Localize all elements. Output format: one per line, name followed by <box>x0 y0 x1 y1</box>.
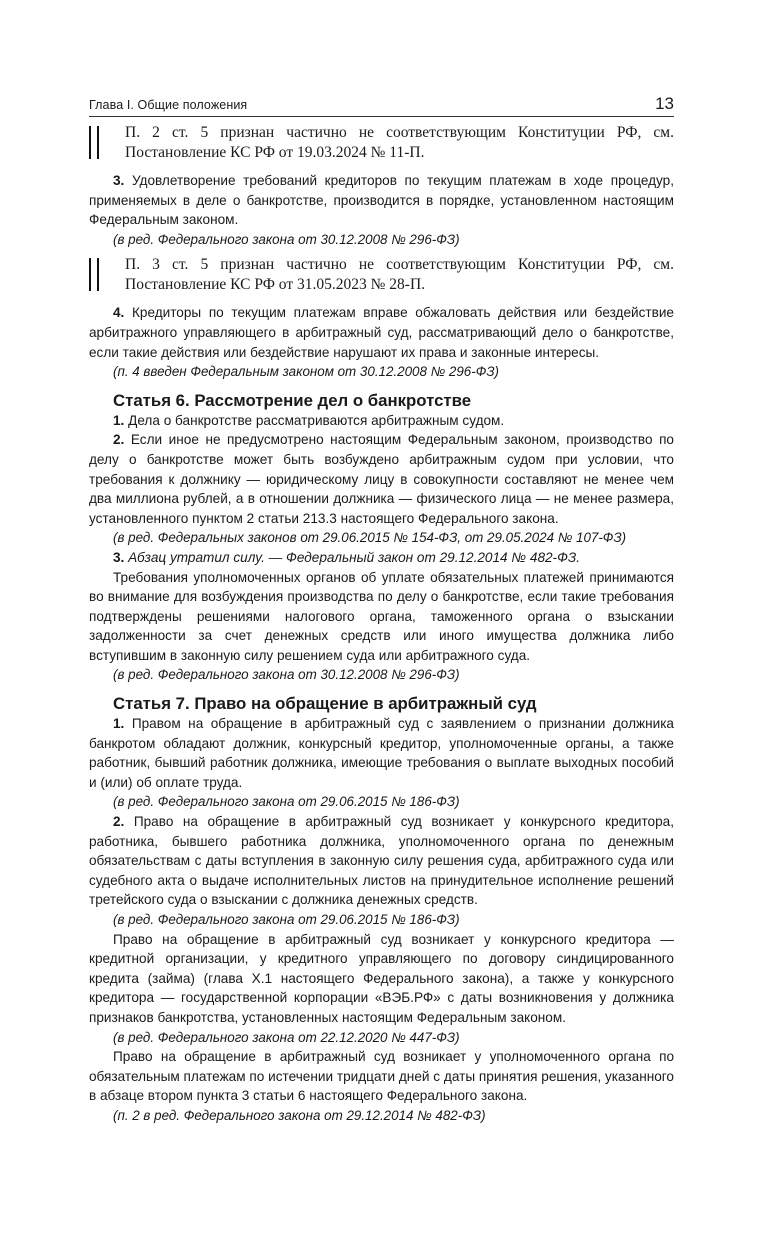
art6-paragraph-1: 1. Дела о банкротстве рассматриваются арбитражным судом. <box>113 412 505 428</box>
chapter-title: Глава I. Общие положения <box>89 98 248 112</box>
amendment-note: (в ред. Федерального закона от 30.12.2008 № 296-ФЗ) <box>113 231 460 247</box>
amendment-note: (в ред. Федерального закона от 30.12.2008 № 296-ФЗ) <box>113 667 460 683</box>
amendment-note: (в ред. Федерального закона от 29.06.2015 № 186-ФЗ) <box>113 912 460 927</box>
art5-paragraph-3: 3. Удовлетворение требований кредиторов по текущим платежам в ходе процедур, применяемых в деле о банкротстве, производится в порядке, установленном настоящим Федеральным законом. <box>89 173 674 228</box>
article-6-heading: Статья 6. Рассмотрение дел о банкротстве <box>113 390 472 410</box>
amendment-note: (п. 2 в ред. Федерального закона от 29.12.2014 № 482-ФЗ) <box>113 1107 486 1123</box>
art7-paragraph-2b: Право на обращение в арбитражный суд возникает у конкурсного кредитора — кредитной организации, у кредитного управляющего по договору синдицированного кредита (займа) (глава X.1 настоящего Федерального закона), а также у конкурсного кредитора — государственной корпорации «ВЭБ.РФ» с даты возникновения у должника признаков банкротства, установленных настоящим Федеральным законом. <box>89 931 674 1025</box>
article-7-heading: Статья 7. Право на обращение в арбитражный суд <box>113 694 537 714</box>
art7-paragraph-2: 2. Право на обращение в арбитражный суд возникает у конкурсного кредитора, работника, бывшего работника должника, уполномоченного органа по денежным обязательствам с даты вступления в законную силу решения суда, арбитражного суда или судебного акта о выдаче исполнительных листов на принудительное исполнение решений третейского суда о взыскании с должника денежных средств. <box>89 814 674 908</box>
document-page <box>89 90 674 1126</box>
court-note-1: П. 2 ст. 5 признан частично не соответствующим Конституции РФ, см. Постановление КС РФ от 19.03.2024 № 11-П. <box>89 123 674 163</box>
art5-paragraph-4: 4. Кредиторы по текущим платежам вправе обжаловать действия или бездействие арбитражного управляющего в арбитражный суд, рассматривающий дело о банкротстве, если такие действия или бездействие нарушают их права и законные интересы. <box>89 305 674 360</box>
amendment-note: (п. 4 введен Федеральным законом от 30.12.2008 № 296-ФЗ) <box>113 364 500 380</box>
running-header <box>89 90 674 117</box>
art6-paragraph-2: 2. Если иное не предусмотрено настоящим Федеральным законом, производство по делу о банкротстве может быть возбуждено арбитражным судом при условии, что требования к должнику — юридическому лицу в совокупности составляют не менее чем два миллиона рублей, а в отношении должника — физического лица — не менее размера, установленного пунктом 2 статьи 213.3 настоящего Федерального закона. <box>89 432 674 526</box>
art7-paragraph-1: 1. Правом на обращение в арбитражный суд с заявлением о признании должника банкротом обладают должник, конкурсный кредитор, уполномоченные органы, а также работник, бывший работник должника, имеющие требования о выплате выходных пособий и (или) об оплате труда. <box>89 716 674 790</box>
amendment-note: (в ред. Федеральных законов от 29.06.2015 № 154-ФЗ, от 29.05.2024 № 107-ФЗ) <box>113 530 627 546</box>
art7-paragraph-2c: Право на обращение в арбитражный суд возникает у уполномоченного органа по обязательным платежам по истечении тридцати дней с даты принятия решения, указанного в абзаце втором пункта 3 статьи 6 настоящего Федерального закона. <box>89 1049 674 1104</box>
art6-paragraph-3: 3. Абзац утратил силу. — Федеральный закон от 29.12.2014 № 482-ФЗ. <box>113 549 581 565</box>
page-number: 13 <box>655 94 674 113</box>
amendment-note: (в ред. Федерального закона от 22.12.2020 № 447-ФЗ) <box>113 1029 460 1045</box>
court-note-2: П. 3 ст. 5 признан частично не соответствующим Конституции РФ, см. Постановление КС РФ от 31.05.2023 № 28-П. <box>89 255 674 295</box>
amendment-note: (в ред. Федерального закона от 29.06.2015 № 186-ФЗ) <box>113 794 460 810</box>
art6-paragraph-3b: Требования уполномоченных органов об уплате обязательных платежей принимаются во внимание для возбуждения производства по делу о банкротстве, если такие требования подтверждены решениями налогового органа, таможенного органа о взыскании задолженности за счет денежных средств или иного имущества должника либо вступившим в законную силу решением суда или арбитражного суда. <box>89 569 674 663</box>
